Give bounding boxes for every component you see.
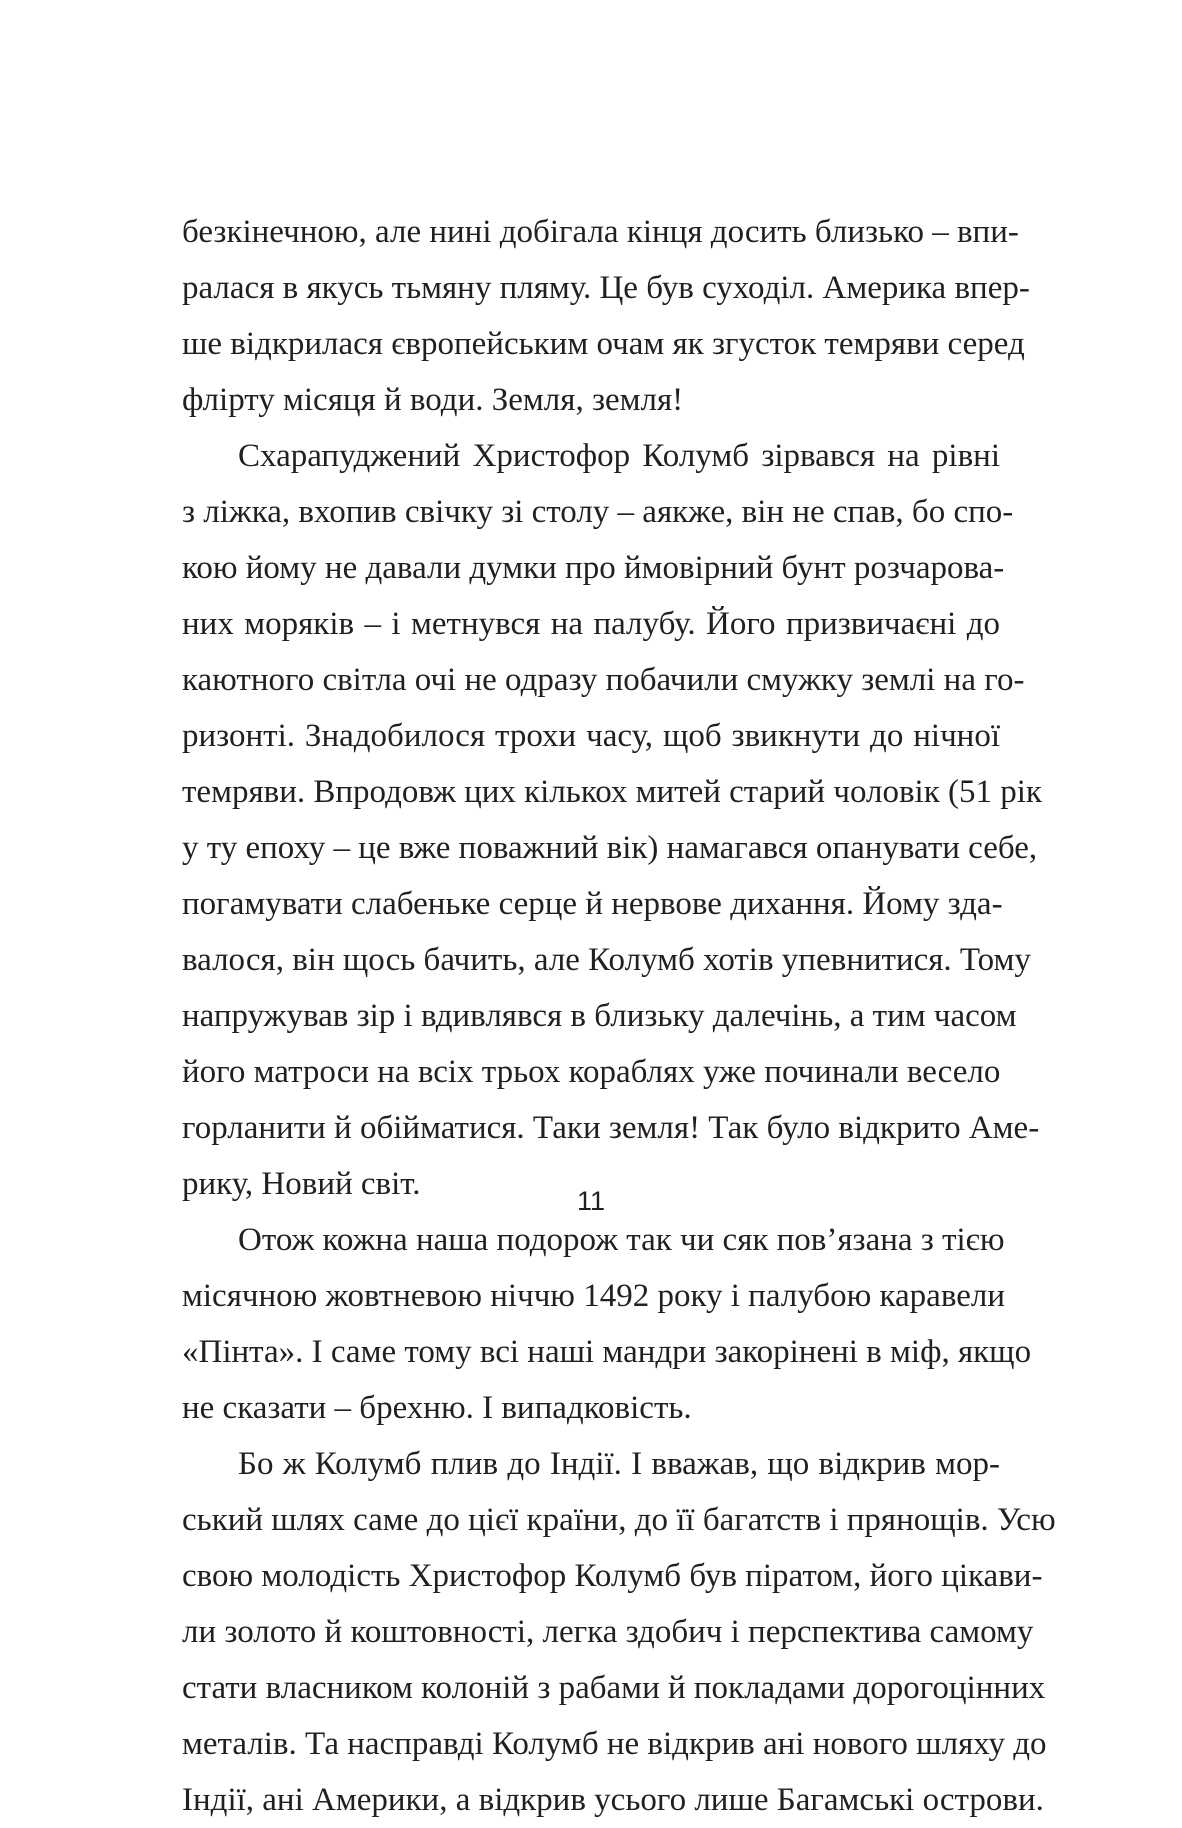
text-line: каютного світла очі не одразу побачили смужку землі на го- — [182, 662, 1025, 698]
text-line: «Пінта». І саме тому всі наші мандри закорінені в міф, якщо — [182, 1334, 1032, 1370]
page-number: 11 — [576, 1186, 606, 1216]
text-line: ралася в якусь тьмяну пляму. Це був суходіл. Америка впер- — [182, 270, 1030, 306]
text-line: свою молодість Христофор Колумб був піратом, його цікави- — [182, 1558, 1043, 1594]
text-line: Індії, ані Америки, а відкрив усього лише Багамські острови. — [182, 1782, 1044, 1818]
text-line: місячною жовтневою ніччю 1492 року і палубою каравели — [182, 1278, 1005, 1314]
text-line: флірту місяця й води. Земля, земля! — [182, 382, 684, 418]
text-line: його матроси на всіх трьох кораблях уже починали весело — [182, 1054, 1001, 1090]
text-line: напружував зір і вдивлявся в близьку далечінь, а тим часом — [182, 998, 1017, 1034]
text-line: металів. Та насправді Колумб не відкрив ані нового шляху до — [182, 1726, 1047, 1762]
text-line: валося, він щось бачить, але Колумб хотів упевнитися. Тому — [182, 942, 1031, 978]
page-body — [182, 204, 1056, 1828]
text-line: горланити й обійматися. Таки земля! Так було відкрито Аме- — [182, 1110, 1040, 1146]
text-line: Схарапуджений Христофор Колумб зірвався на рівні — [238, 438, 1000, 474]
text-line: ський шлях саме до цієї країни, до її багатств і прянощів. Усю — [182, 1502, 1056, 1538]
text-line: Бо ж Колумб плив до Індії. І вважав, що відкрив мор- — [238, 1446, 1000, 1482]
text-line: кою йому не давали думки про ймовірний бунт розчарова- — [182, 550, 1005, 586]
text-line: у ту епоху – це вже поважний вік) намагався опанувати себе, — [182, 830, 1038, 866]
text-line: ризонті. Знадобилося трохи часу, щоб звикнути до нічної — [182, 718, 1000, 754]
text-line: них моряків – і метнувся на палубу. Його призвичаєні до — [182, 606, 1000, 642]
text-line: стати власником колоній з рабами й покладами дорогоцінних — [182, 1670, 1046, 1706]
text-line: ли золото й коштовності, легка здобич і перспектива самому — [182, 1614, 1034, 1650]
text-line: погамувати слабеньке серце й нервове дихання. Йому зда- — [182, 886, 1003, 922]
text-line: не сказати – брехню. І випадковість. — [182, 1390, 692, 1426]
text-line: темряви. Впродовж цих кількох митей старий чоловік (51 рік — [182, 774, 1042, 810]
text-line: Отож кожна наша подорож так чи сяк пов’язана з тією — [238, 1222, 1005, 1258]
text-line: рику, Новий світ. — [182, 1166, 421, 1202]
text-line: ше відкрилася європейським очам як згусток темряви серед — [182, 326, 1025, 362]
text-line: безкінечною, але нині добігала кінця досить близько – впи- — [182, 214, 1019, 250]
text-line: з ліжка, вхопив свічку зі столу – аякже, він не спав, бо спо- — [182, 494, 1014, 530]
